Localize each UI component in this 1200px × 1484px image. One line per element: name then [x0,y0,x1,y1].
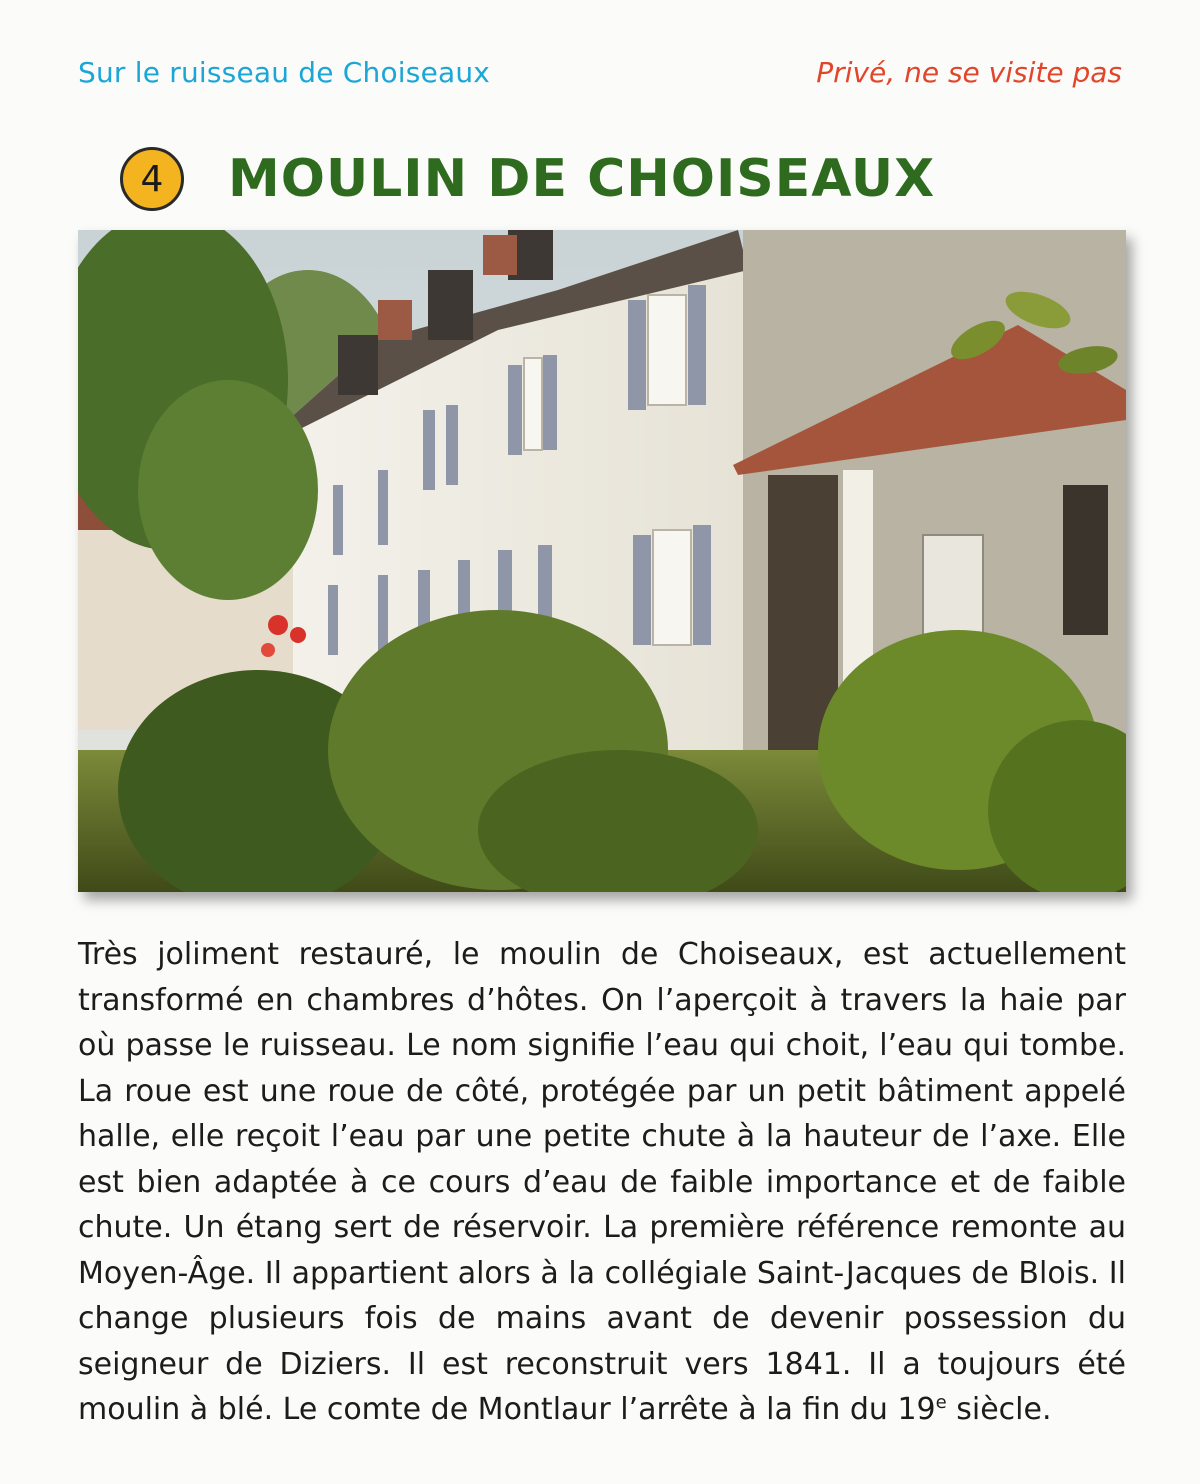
access-note: Privé, ne se visite pas [816,56,1122,89]
mill-house-photo [78,230,1126,892]
description-text-end: siècle. [946,1392,1052,1427]
title-row [120,140,935,218]
page-title: MOULIN DE CHOISEAUX [228,149,936,209]
location-subtitle: Sur le ruisseau de Choiseaux [78,56,491,89]
description-text: Très joliment restauré, le moulin de Choiseaux, est actuellement transformé en chambres d’hôtes. On l’aperçoit à travers la haie par où passe le ruisseau. Le nom signifie l’eau qui choit, l’eau qui tombe. La roue est une roue de côté, protégée par un petit bâtiment appelé halle, elle reçoit l’eau par une petite chute à la hauteur de l’axe. Elle est bien adaptée à ce cours d’eau de faible importance et de faible chute. Un étang sert de réservoir. La première référence remonte au Moyen-Âge. Il appartient alors à la collégiale Saint-Jacques de Blois. Il change plusieurs fois de mains avant de devenir possession du seigneur de Diziers. Il est reconstruit vers 1841. Il a toujours été moulin à blé. Le comte de Montlaur l’arrête à la fin du 19 [78,937,1126,1427]
ordinal-superscript: e [935,1392,947,1413]
description-paragraph [78,932,1126,1433]
site-number-badge: 4 [120,147,184,211]
